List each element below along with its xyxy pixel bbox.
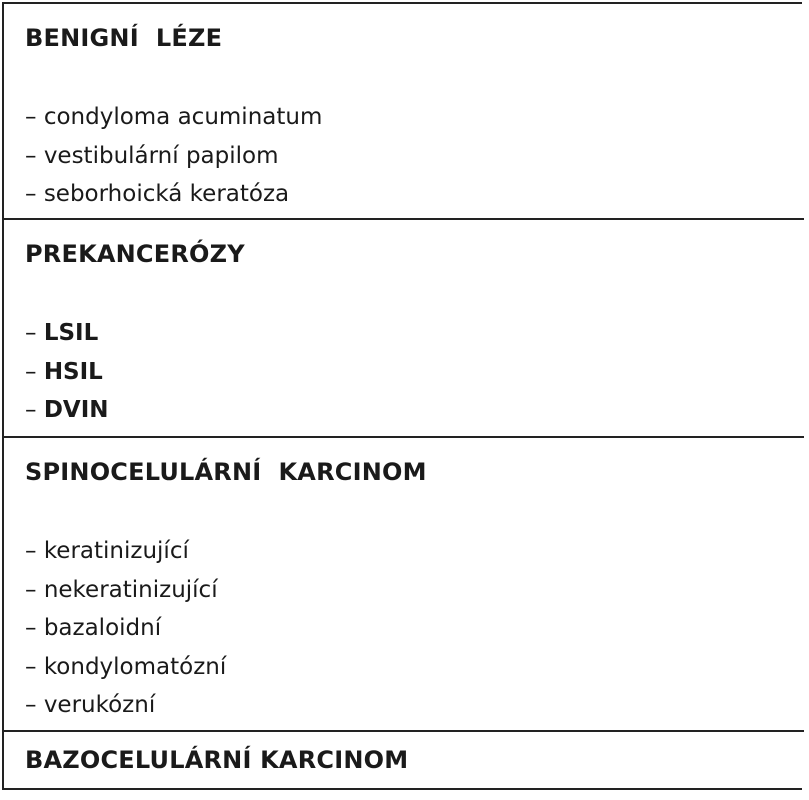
item-text: bazaloidní: [43, 615, 162, 641]
dash: –: [25, 576, 44, 603]
dash: –: [25, 538, 44, 564]
list-item: [25, 571, 226, 610]
section-heading: SPINOCELULÁRNÍ KARCINOM: [25, 458, 427, 486]
list-item: [25, 314, 109, 353]
item-text: condyloma acuminatum: [43, 104, 323, 130]
list-item: [25, 353, 109, 392]
item-text: DVIN: [43, 397, 109, 423]
item-list: [25, 98, 322, 214]
item-text: verukózní: [43, 692, 156, 718]
section-heading: PREKANCERÓZY: [25, 240, 245, 268]
item-list: [25, 532, 226, 725]
section-precancerous: [4, 220, 804, 438]
section-basal-cell-carcinoma: [4, 732, 804, 790]
dash: –: [25, 397, 44, 423]
section-heading: BAZOCELULÁRNÍ KARCINOM: [25, 746, 409, 774]
list-item: [25, 532, 226, 571]
list-item: [25, 609, 226, 648]
item-text: kondylomatózní: [43, 653, 227, 680]
item-list: [25, 314, 109, 430]
dash: –: [25, 104, 44, 130]
dash: –: [25, 692, 44, 718]
list-item: [25, 686, 226, 725]
item-text: seborhoická keratóza: [43, 181, 290, 207]
item-text: LSIL: [43, 320, 99, 346]
item-text: HSIL: [43, 358, 103, 385]
dash: –: [25, 320, 44, 346]
list-item: [25, 648, 226, 687]
item-text: nekeratinizující: [43, 576, 218, 603]
list-item: [25, 175, 322, 214]
section-benign-lesions: [4, 4, 804, 220]
item-text: vestibulární papilom: [43, 142, 279, 169]
list-item: [25, 391, 109, 430]
item-text: keratinizující: [43, 538, 189, 564]
dash: –: [25, 653, 44, 680]
dash: –: [25, 615, 44, 641]
section-heading: BENIGNÍ LÉZE: [25, 24, 223, 52]
classification-table: [2, 2, 802, 790]
dash: –: [25, 181, 44, 207]
section-squamous-carcinoma: [4, 438, 804, 732]
list-item: [25, 98, 322, 137]
list-item: [25, 137, 322, 176]
dash: –: [25, 358, 44, 385]
dash: –: [25, 142, 44, 169]
